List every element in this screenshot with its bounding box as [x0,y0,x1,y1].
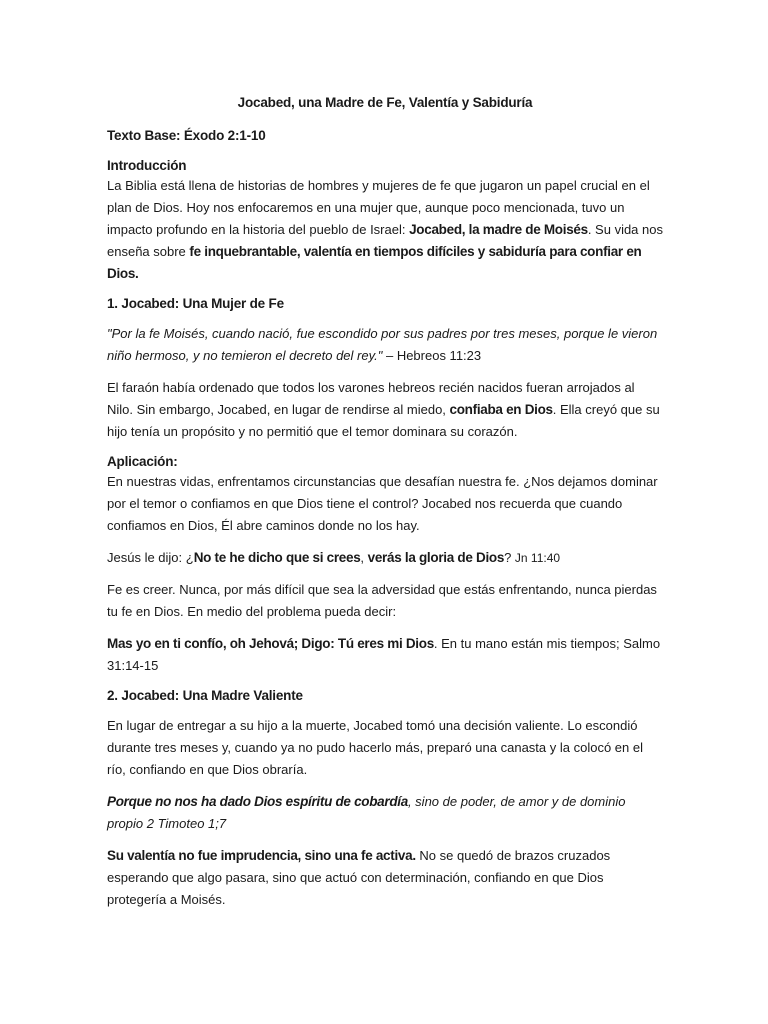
jesus-bold: No te he dicho que si crees [193,550,361,565]
timoteo-quote [107,791,663,835]
salmo-bold: Mas yo en ti confío, oh Jehová; Digo: Tú eres mi Dios [107,636,434,651]
jesus-reference: Jn 11:40 [514,551,561,565]
jesus-pre: Jesús le dijo: ¿ [107,550,194,565]
section1-paragraph [107,377,663,443]
document-title: Jocabed, una Madre de Fe, Valentía y Sabiduría [237,95,533,110]
section1-quote [107,323,663,367]
timoteo-end: , sino de poder, de amor y de dominio propio 2 Timoteo 1;7 [107,794,626,831]
document-page [107,94,663,911]
section2-paragraph: En lugar de entregar a su hijo a la muerte, Jocabed tomó una decisión valiente. Lo escondió durante tres meses y, cuando ya no pudo hacerlo más, preparó una canasta y la colocó en el río, confiando en que Dios obraría. [107,718,643,777]
intro-text-mid: . Su vida nos enseña sobre [107,222,663,259]
salmo-quote [107,633,663,677]
jesus-bold2: verás la gloria de Dios [367,550,505,565]
jesus-end: ? [504,550,515,565]
section2-heading: 2. Jocabed: Una Madre Valiente [107,688,303,703]
section1-bold: confiaba en Dios [449,402,553,417]
jesus-mid: , [360,550,368,565]
jesus-quote [107,547,663,569]
aplicacion-paragraph: En nuestras vidas, enfrentamos circunstancias que desafían nuestra fe. ¿Nos dejamos dominar por el temor o confiamos en que Dios tiene el control? Jocabed nos recuerda que cuando confiamos en Dios, Él abre caminos donde no los hay. [107,474,658,533]
section1-heading: 1. Jocabed: Una Mujer de Fe [107,296,284,311]
intro-bold-fe: fe inquebrantable, valentía en tiempos difíciles y sabiduría para confiar en Dios. [107,244,642,281]
intro-bold-jocabed: Jocabed, la madre de Moisés [409,222,588,237]
texto-base-heading: Texto Base: Éxodo 2:1-10 [107,128,266,143]
timoteo-bold: Porque no nos ha dado Dios espíritu de cobardía [107,794,408,809]
intro-text: La Biblia está llena de historias de hombres y mujeres de fe que jugaron un papel crucial en el plan de Dios. Hoy nos enfocaremos en una mujer que, aunque poco mencionada, tuvo un impacto profundo en la historia del pueblo de Israel: [107,178,650,237]
section1-text: El faraón había ordenado que todos los varones hebreos recién nacidos fueran arrojados al Nilo. Sin embargo, Jocabed, en lugar de rendirse al miedo, [107,380,635,417]
fe-paragraph: Fe es creer. Nunca, por más difícil que sea la adversidad que estás enfrentando, nunca pierdas tu fe en Dios. En medio del problema pueda decir: [107,582,657,619]
intro-paragraph [107,175,663,285]
salmo-end: . En tu mano están mis tiempos; Salmo 31:14-15 [107,636,661,673]
intro-heading: Introducción [107,158,187,173]
quote-text: "Por la fe Moisés, cuando nació, fue escondido por sus padres por tres meses, porque le vieron niño hermoso, y no temieron el decreto del rey." [107,326,658,363]
valentia-bold: Su valentía no fue imprudencia, sino una fe activa. [107,848,416,863]
aplicacion-heading: Aplicación: [107,454,178,469]
valentia-paragraph [107,845,663,911]
quote-reference: – Hebreos 11:23 [382,348,482,363]
valentia-text: No se quedó de brazos cruzados esperando que algo pasara, sino que actuó con determinación, confiando en que Dios protegería a Moisés. [107,848,611,907]
section1-text-end: . Ella creyó que su hijo tenía un propósito y no permitió que el temor dominara su corazón. [107,402,660,439]
